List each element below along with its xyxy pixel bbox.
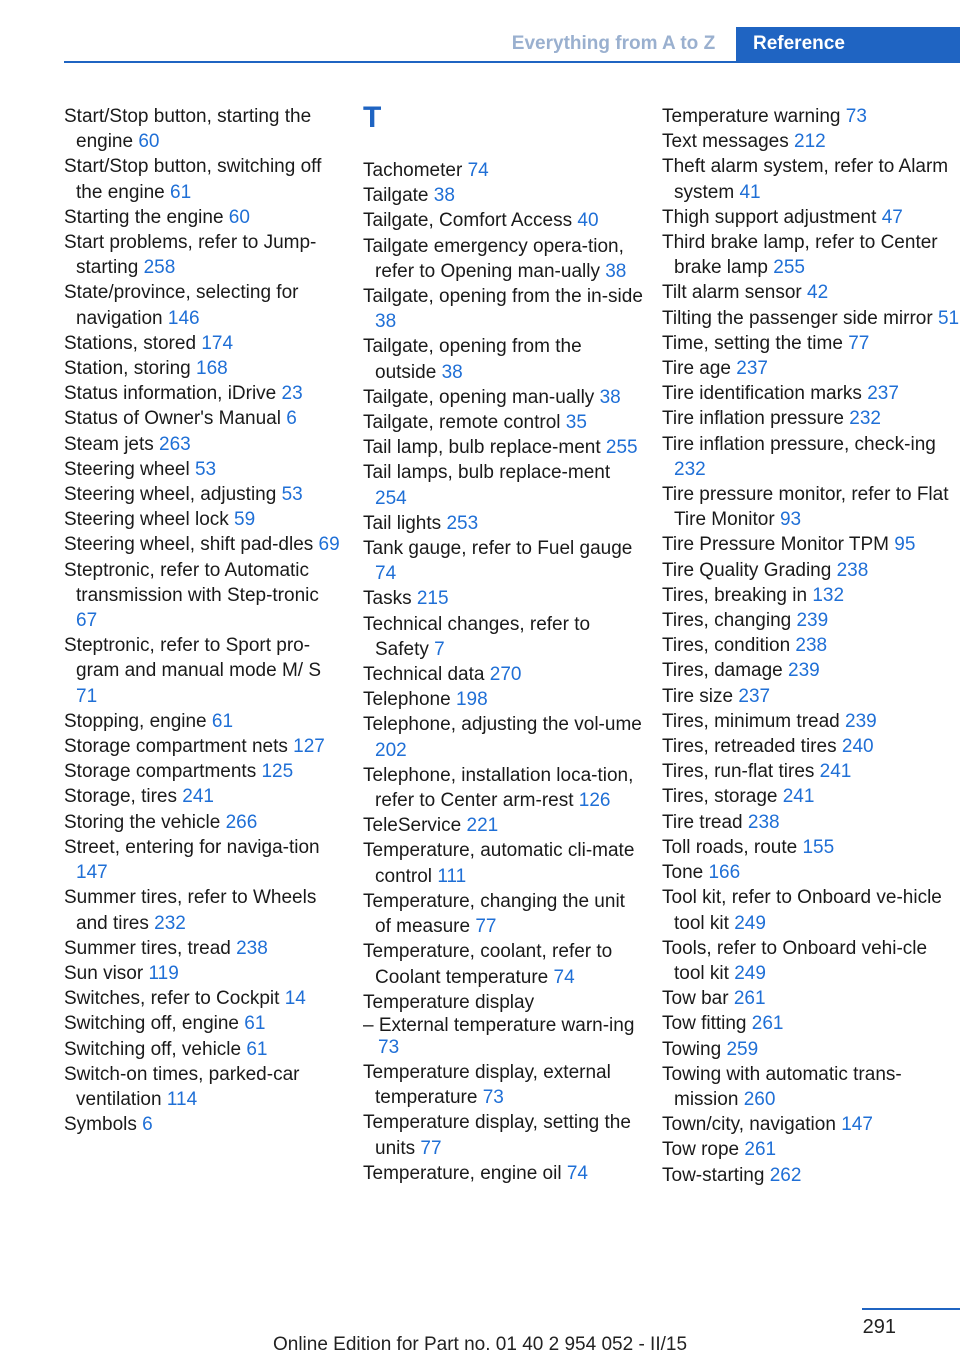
page-link[interactable]: 266 bbox=[225, 811, 258, 833]
entry-text: Tow-starting bbox=[662, 1164, 765, 1186]
index-entry bbox=[363, 586, 643, 611]
index-entry bbox=[662, 1163, 960, 1188]
index-entry bbox=[64, 1037, 344, 1062]
index-entry bbox=[662, 154, 960, 204]
entry-text: Theft alarm system, refer to Alarm system bbox=[662, 156, 949, 203]
entry-text: State/province, selecting for navigation bbox=[64, 282, 299, 329]
page-link[interactable]: 238 bbox=[795, 635, 828, 657]
index-entry bbox=[363, 889, 643, 939]
page-link[interactable]: 77 bbox=[475, 916, 497, 938]
index-entry bbox=[662, 810, 960, 835]
entry-text: Stopping, engine bbox=[64, 710, 207, 732]
page-link[interactable]: 238 bbox=[836, 559, 869, 581]
page-link[interactable]: 270 bbox=[489, 664, 522, 686]
page-link[interactable]: 73 bbox=[845, 106, 867, 127]
entry-text: Start/Stop button, switching off the engine bbox=[64, 156, 322, 203]
entry-text: Tire tread bbox=[662, 811, 743, 833]
page-link[interactable]: 61 bbox=[211, 710, 234, 732]
index-entry bbox=[64, 709, 344, 734]
index-entry bbox=[64, 356, 344, 381]
entry-text: Tilting the passenger side mirror bbox=[662, 307, 933, 329]
page-link[interactable]: 132 bbox=[812, 584, 845, 606]
index-entry bbox=[363, 612, 643, 662]
entry-text: Tow fitting bbox=[662, 1013, 747, 1035]
page-link[interactable]: 253 bbox=[446, 512, 479, 534]
entry-text: Tires, run-flat tires bbox=[662, 761, 815, 783]
page-link[interactable]: 147 bbox=[76, 862, 108, 884]
page-link[interactable]: 74 bbox=[467, 160, 489, 181]
page-link[interactable]: 35 bbox=[565, 412, 587, 434]
index-entry bbox=[64, 835, 344, 885]
page-link[interactable]: 38 bbox=[599, 386, 621, 408]
entry-text: Status of Owner's Manual bbox=[64, 408, 281, 430]
index-entry bbox=[64, 1011, 344, 1036]
entry-text: Telephone bbox=[363, 689, 451, 711]
page-link[interactable]: 174 bbox=[201, 332, 234, 354]
index-entry bbox=[64, 784, 344, 809]
entry-text: Tilt alarm sensor bbox=[662, 282, 802, 304]
index-entry bbox=[662, 1011, 960, 1036]
page-link[interactable]: 42 bbox=[807, 282, 829, 304]
index-entry bbox=[363, 838, 643, 888]
entry-text: Tail lamp, bulb replace-ment bbox=[363, 437, 601, 459]
page-link[interactable]: 255 bbox=[773, 257, 805, 279]
index-entry bbox=[363, 1060, 643, 1110]
index-entry bbox=[662, 1062, 960, 1112]
page-link[interactable]: 241 bbox=[182, 786, 214, 808]
entry-text: Tailgate, opening from the outside bbox=[363, 336, 582, 383]
index-entry bbox=[64, 734, 344, 759]
entry-text: Tire Pressure Monitor TPM bbox=[662, 534, 889, 556]
index-entry bbox=[363, 183, 643, 208]
index-entry bbox=[363, 158, 643, 183]
index-entry bbox=[662, 104, 960, 129]
index-entry bbox=[662, 784, 960, 809]
entry-text: Tasks bbox=[363, 588, 412, 610]
page-link[interactable]: 77 bbox=[848, 332, 870, 354]
header-chapter-tab: Reference bbox=[736, 27, 960, 61]
index-entry bbox=[363, 234, 643, 284]
index-entry bbox=[64, 1062, 344, 1112]
index-entry bbox=[64, 1112, 344, 1137]
page-link[interactable]: 238 bbox=[747, 811, 780, 833]
index-entry bbox=[64, 633, 344, 709]
page-link[interactable]: 125 bbox=[261, 761, 294, 783]
entry-text: Steptronic, refer to Automatic transmission with Step-tronic bbox=[64, 559, 319, 606]
entry-text: Towing bbox=[662, 1038, 722, 1060]
page-link[interactable]: 38 bbox=[375, 311, 397, 333]
entry-text: Switching off, vehicle bbox=[64, 1038, 242, 1060]
page-link[interactable]: 249 bbox=[734, 912, 766, 934]
index-entry bbox=[64, 457, 344, 482]
index-entry bbox=[363, 435, 643, 460]
entry-text: Tire pressure monitor, refer to Flat Tire Monitor bbox=[662, 484, 949, 531]
index-entry bbox=[363, 511, 643, 536]
index-entry bbox=[662, 129, 960, 154]
entry-text: Steering wheel, adjusting bbox=[64, 484, 277, 506]
index-column-3 bbox=[662, 104, 960, 1188]
index-entry bbox=[662, 835, 960, 860]
entry-text: Summer tires, tread bbox=[64, 937, 231, 959]
page-link[interactable]: 14 bbox=[284, 988, 306, 1010]
page-link[interactable]: 260 bbox=[743, 1088, 776, 1110]
index-entry bbox=[64, 759, 344, 784]
entry-text: Steptronic, refer to Sport pro-gram and manual mode M/ S bbox=[64, 635, 322, 682]
index-entry bbox=[363, 284, 643, 334]
page-link[interactable]: 237 bbox=[738, 685, 771, 707]
index-entry bbox=[64, 936, 344, 961]
section-letter: T bbox=[363, 101, 382, 134]
index-entry bbox=[64, 154, 344, 204]
page-link[interactable]: 74 bbox=[375, 563, 397, 585]
page-link[interactable]: 239 bbox=[845, 710, 877, 732]
page-link[interactable]: 202 bbox=[375, 739, 407, 761]
page-link[interactable]: 53 bbox=[281, 484, 303, 506]
index-entry bbox=[64, 331, 344, 356]
entry-text: Starting the engine bbox=[64, 206, 224, 228]
entry-text: Tires, condition bbox=[662, 635, 791, 657]
entry-text: Summer tires, refer to Wheels and tires bbox=[64, 887, 317, 934]
index-entry bbox=[64, 532, 344, 557]
index-entry bbox=[662, 356, 960, 381]
page-link[interactable]: 61 bbox=[244, 1013, 266, 1035]
entry-text: Tools, refer to Onboard vehi-cle tool kit bbox=[662, 937, 928, 984]
entry-text: Street, entering for naviga-tion bbox=[64, 836, 320, 858]
page-link[interactable]: 166 bbox=[708, 862, 741, 884]
page-link[interactable]: 73 bbox=[378, 1037, 400, 1059]
entry-text: Switching off, engine bbox=[64, 1013, 239, 1035]
index-entry bbox=[363, 1161, 643, 1186]
entry-text: Symbols bbox=[64, 1114, 137, 1136]
entry-text: Temperature, automatic cli-mate control bbox=[363, 840, 635, 887]
page-link[interactable]: 240 bbox=[841, 736, 874, 758]
entry-text: Tailgate, opening from the in-side bbox=[363, 286, 643, 308]
entry-text: Tail lights bbox=[363, 512, 442, 534]
entry-text: Tailgate, remote control bbox=[363, 412, 561, 434]
page-link[interactable]: 59 bbox=[234, 509, 256, 531]
page-link[interactable]: 23 bbox=[281, 383, 303, 405]
entry-text: Tires, breaking in bbox=[662, 584, 808, 606]
entry-text: Tires, damage bbox=[662, 660, 783, 682]
index-entry bbox=[662, 381, 960, 406]
page-link[interactable]: 71 bbox=[76, 685, 98, 707]
index-entry bbox=[662, 532, 960, 557]
entry-text: Towing with automatic trans-mission bbox=[662, 1063, 902, 1110]
entry-text: Tachometer bbox=[363, 160, 463, 181]
page-link[interactable]: 249 bbox=[734, 962, 766, 984]
entry-text: Station, storing bbox=[64, 358, 191, 380]
entry-text: Status information, iDrive bbox=[64, 383, 277, 405]
index-entry bbox=[363, 712, 643, 762]
entry-text: Temperature display bbox=[363, 991, 535, 1013]
page-link[interactable]: 61 bbox=[170, 181, 192, 203]
index-entry bbox=[64, 280, 344, 330]
page-link[interactable]: 146 bbox=[167, 307, 200, 329]
index-entry bbox=[662, 583, 960, 608]
index-entry bbox=[64, 885, 344, 935]
page-number: 291 bbox=[862, 1316, 896, 1338]
entry-text: – External temperature warn-ing bbox=[363, 1014, 635, 1036]
page-link[interactable]: 60 bbox=[138, 131, 160, 153]
page-link[interactable]: 261 bbox=[733, 988, 766, 1010]
entry-text: TeleService bbox=[363, 815, 462, 837]
page-link[interactable]: 7 bbox=[434, 638, 445, 660]
page-link[interactable]: 255 bbox=[605, 437, 638, 459]
page-link[interactable]: 232 bbox=[154, 912, 186, 934]
index-column-2 bbox=[363, 101, 643, 1186]
index-entry bbox=[64, 961, 344, 986]
page-link[interactable]: 261 bbox=[751, 1013, 784, 1035]
page-link[interactable]: 61 bbox=[246, 1038, 268, 1060]
entry-text: Temperature display, setting the units bbox=[363, 1112, 631, 1159]
entry-text: Storage compartments bbox=[64, 761, 257, 783]
index-entry bbox=[662, 1137, 960, 1162]
index-entry bbox=[363, 662, 643, 687]
entry-text: Tail lamps, bulb replace-ment bbox=[363, 462, 611, 484]
index-entry bbox=[662, 885, 960, 935]
page-link[interactable]: 263 bbox=[159, 433, 191, 455]
page-link[interactable]: 53 bbox=[194, 458, 217, 480]
header-section-title: Everything from A to Z bbox=[511, 33, 716, 54]
index-entry bbox=[363, 410, 643, 435]
page-link[interactable]: 259 bbox=[726, 1038, 759, 1060]
header-rule bbox=[64, 61, 960, 63]
index-entry bbox=[64, 381, 344, 406]
index-entry bbox=[662, 608, 960, 633]
page-link[interactable]: 237 bbox=[867, 383, 899, 405]
page-link[interactable]: 126 bbox=[578, 790, 611, 812]
page-link[interactable]: 241 bbox=[819, 761, 852, 783]
page-link[interactable]: 241 bbox=[782, 786, 815, 808]
index-entry bbox=[363, 208, 643, 233]
index-entry bbox=[363, 763, 643, 813]
index-entry bbox=[662, 306, 960, 331]
index-entry bbox=[662, 936, 960, 986]
entry-text: Sun visor bbox=[64, 962, 144, 984]
page-link[interactable]: 38 bbox=[441, 361, 463, 383]
index-entry bbox=[662, 709, 960, 734]
page-link[interactable]: 60 bbox=[228, 206, 250, 228]
page-link[interactable]: 6 bbox=[286, 408, 297, 430]
page-link[interactable]: 261 bbox=[744, 1139, 777, 1161]
entry-text: Tow rope bbox=[662, 1139, 740, 1161]
entry-text: Time, setting the time bbox=[662, 332, 843, 354]
entry-text: Steering wheel bbox=[64, 458, 190, 480]
index-entry bbox=[662, 558, 960, 583]
entry-text: Temperature, engine oil bbox=[363, 1162, 562, 1184]
index-entry bbox=[662, 230, 960, 280]
index-column-1 bbox=[64, 104, 344, 1137]
page-link[interactable]: 238 bbox=[236, 937, 268, 959]
entry-text: Tire identification marks bbox=[662, 383, 862, 405]
index-entry bbox=[64, 104, 344, 154]
page-link[interactable]: 77 bbox=[420, 1137, 442, 1159]
index-entry bbox=[363, 687, 643, 712]
index-entry bbox=[363, 385, 643, 410]
page-link[interactable]: 38 bbox=[433, 185, 455, 207]
entry-text: Tone bbox=[662, 862, 704, 884]
index-entry bbox=[662, 280, 960, 305]
entry-text: Storage compartment nets bbox=[64, 736, 288, 758]
entry-text: Switch-on times, parked-car ventilation bbox=[64, 1063, 300, 1110]
entry-text: Town/city, navigation bbox=[662, 1114, 836, 1136]
entry-text: Steering wheel lock bbox=[64, 509, 229, 531]
entry-text: Switches, refer to Cockpit bbox=[64, 988, 280, 1010]
page-link[interactable]: 74 bbox=[553, 966, 575, 988]
index-entry bbox=[662, 986, 960, 1011]
entry-text: Tires, changing bbox=[662, 610, 792, 632]
index-entry bbox=[363, 460, 643, 510]
entry-text: Steam jets bbox=[64, 433, 154, 455]
index-entry bbox=[363, 536, 643, 586]
page-link[interactable]: 239 bbox=[796, 610, 829, 632]
index-entry bbox=[64, 205, 344, 230]
entry-text: Temperature display, external temperature bbox=[363, 1061, 611, 1109]
page-link[interactable]: 69 bbox=[318, 534, 340, 556]
page-link[interactable]: 73 bbox=[482, 1087, 504, 1109]
index-entry bbox=[662, 482, 960, 532]
entry-text: Tires, storage bbox=[662, 786, 778, 808]
entry-text: Text messages bbox=[662, 131, 789, 153]
entry-text: Stations, stored bbox=[64, 332, 197, 354]
index-entry bbox=[662, 1037, 960, 1062]
page-link[interactable]: 232 bbox=[849, 408, 881, 430]
entry-text: Temperature, coolant, refer to Coolant temperature bbox=[363, 941, 613, 988]
index-entry bbox=[662, 406, 960, 431]
page-link[interactable]: 254 bbox=[375, 487, 407, 509]
page-link[interactable]: 41 bbox=[739, 181, 761, 203]
page-link[interactable]: 215 bbox=[416, 588, 449, 610]
entry-text: Tire Quality Grading bbox=[662, 559, 832, 581]
entry-text: Steering wheel, shift pad-dles bbox=[64, 534, 314, 556]
page-link[interactable]: 67 bbox=[76, 610, 98, 632]
page-link[interactable]: 212 bbox=[794, 131, 826, 153]
index-entry bbox=[662, 734, 960, 759]
entry-text: Tool kit, refer to Onboard ve-hicle tool kit bbox=[662, 887, 942, 934]
entry-text: Tire size bbox=[662, 685, 734, 707]
index-entry bbox=[662, 633, 960, 658]
page-link[interactable]: 198 bbox=[455, 689, 488, 711]
entry-text: Tailgate, opening man-ually bbox=[363, 386, 595, 408]
entry-text: Third brake lamp, refer to Center brake lamp bbox=[662, 232, 938, 279]
page-link[interactable]: 258 bbox=[143, 257, 176, 279]
footer-rule bbox=[862, 1308, 960, 1310]
index-entry bbox=[64, 230, 344, 280]
entry-text: Technical changes, refer to Safety bbox=[363, 613, 591, 660]
index-entry bbox=[64, 406, 344, 431]
entry-text: Tailgate emergency opera-tion, refer to Opening man-ually bbox=[363, 235, 624, 282]
entry-text: Start/Stop button, starting the engine bbox=[64, 106, 312, 153]
footer-edition: Online Edition for Part no. 01 40 2 954 052 - II/15 bbox=[272, 1334, 688, 1355]
page-link[interactable]: 239 bbox=[788, 660, 820, 682]
page-link[interactable]: 168 bbox=[196, 358, 228, 380]
page-link[interactable]: 262 bbox=[769, 1164, 802, 1186]
page-link[interactable]: 51 bbox=[937, 307, 960, 329]
entry-text: Storage, tires bbox=[64, 786, 177, 808]
index-entry bbox=[662, 658, 960, 683]
page-link[interactable]: 237 bbox=[736, 358, 768, 380]
entry-text: Tailgate, Comfort Access bbox=[363, 210, 573, 232]
page-link[interactable]: 155 bbox=[802, 836, 835, 858]
entry-text: Telephone, installation loca-tion, refer to Center arm-rest bbox=[363, 764, 634, 812]
entry-text: Temperature warning bbox=[662, 106, 841, 127]
entry-text: Tow bar bbox=[662, 988, 729, 1010]
entry-text: Start problems, refer to Jump-starting bbox=[64, 232, 317, 279]
index-entry bbox=[64, 986, 344, 1011]
index-entry bbox=[363, 334, 643, 384]
page-link[interactable]: 127 bbox=[293, 736, 325, 758]
entry-text: Tank gauge, refer to Fuel gauge bbox=[363, 538, 633, 560]
entry-text: Thigh support adjustment bbox=[662, 206, 877, 228]
page-link[interactable]: 38 bbox=[605, 260, 627, 282]
page-link[interactable]: 232 bbox=[674, 458, 706, 480]
page-link[interactable]: 95 bbox=[894, 534, 916, 556]
entry-text: Tires, minimum tread bbox=[662, 710, 840, 732]
entry-text: Tire inflation pressure bbox=[662, 408, 844, 430]
index-entry bbox=[363, 813, 643, 838]
index-entry bbox=[64, 558, 344, 634]
entry-text: Toll roads, route bbox=[662, 836, 798, 858]
index-entry bbox=[64, 810, 344, 835]
index-entry bbox=[662, 331, 960, 356]
page-link[interactable]: 6 bbox=[142, 1114, 153, 1136]
index-entry bbox=[363, 990, 643, 1015]
page-link[interactable]: 93 bbox=[779, 509, 802, 531]
page-link[interactable]: 114 bbox=[166, 1088, 198, 1110]
index-entry bbox=[64, 482, 344, 507]
entry-text: Tailgate bbox=[363, 185, 429, 207]
page-link[interactable]: 221 bbox=[466, 815, 499, 837]
entry-text: Storing the vehicle bbox=[64, 811, 221, 833]
index-entry bbox=[662, 860, 960, 885]
entry-text: Tire inflation pressure, check-ing bbox=[662, 433, 936, 455]
page-link[interactable]: 147 bbox=[841, 1114, 873, 1136]
entry-text: Tire age bbox=[662, 358, 731, 380]
page-link[interactable]: 111 bbox=[437, 865, 467, 887]
page-link[interactable]: 74 bbox=[566, 1162, 588, 1184]
index-entry bbox=[662, 205, 960, 230]
index-entry bbox=[363, 939, 643, 989]
index-entry bbox=[662, 1112, 960, 1137]
index-entry bbox=[662, 684, 960, 709]
entry-text: Tires, retreaded tires bbox=[662, 736, 837, 758]
entry-text: Telephone, adjusting the vol-ume bbox=[363, 714, 642, 736]
entry-text: Temperature, changing the unit of measure bbox=[363, 890, 625, 938]
page-link[interactable]: 47 bbox=[881, 206, 903, 228]
page-link[interactable]: 40 bbox=[577, 210, 599, 232]
index-entry bbox=[662, 759, 960, 784]
entry-text: Technical data bbox=[363, 664, 485, 686]
page-link[interactable]: 119 bbox=[148, 962, 179, 984]
index-entry bbox=[64, 507, 344, 532]
index-entry bbox=[363, 1110, 643, 1160]
index-subentry bbox=[363, 1015, 643, 1060]
index-entry bbox=[662, 432, 960, 482]
index-entry bbox=[64, 432, 344, 457]
